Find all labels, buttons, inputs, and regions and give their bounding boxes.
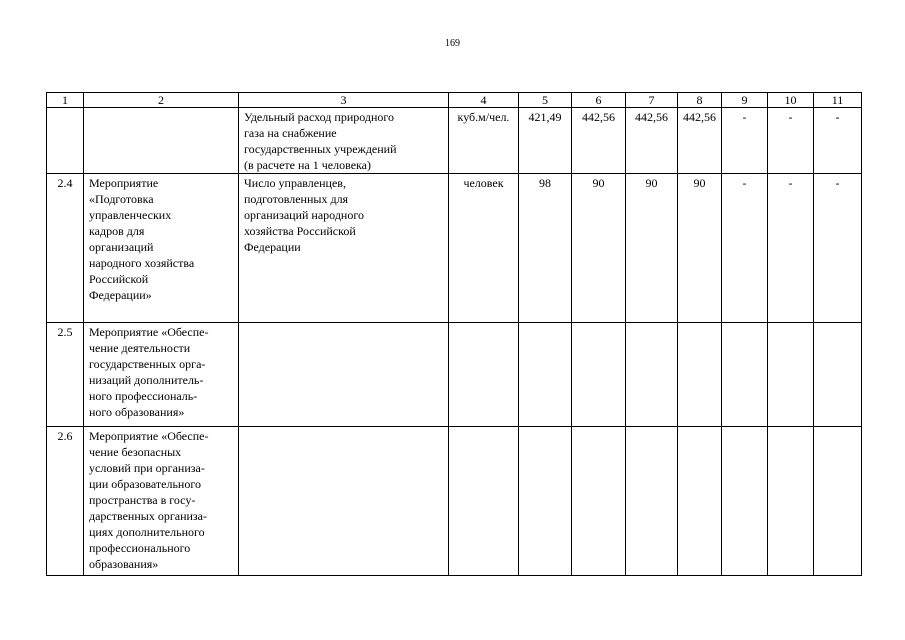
value-col11: -	[814, 108, 862, 174]
value-col5: 98	[519, 174, 572, 323]
header-cell: 8	[678, 93, 722, 108]
value-col11: -	[814, 174, 862, 323]
value-col9	[722, 427, 768, 576]
header-cell: 6	[572, 93, 626, 108]
indicator-name	[239, 323, 449, 427]
page-number: 169	[445, 38, 460, 49]
event-name: Мероприятие «Обеспе- чение безопасных условий при организа- ции образовательного пространства в госу- дарственных организа- циях дополнительного профессионального образования»	[84, 427, 239, 576]
unit-cell	[449, 323, 519, 427]
value-col10	[768, 427, 814, 576]
header-cell: 5	[519, 93, 572, 108]
row-number	[47, 108, 84, 174]
header-cell: 10	[768, 93, 814, 108]
unit-cell	[449, 427, 519, 576]
value-col7	[626, 427, 678, 576]
event-name: Мероприятие «Обеспе- чение деятельности государственных орга- низаций дополнитель- ного профессиональ- ного образования»	[84, 323, 239, 427]
header-cell: 9	[722, 93, 768, 108]
value-col8: 442,56	[678, 108, 722, 174]
event-name	[84, 108, 239, 174]
value-col5	[519, 323, 572, 427]
value-col9: -	[722, 108, 768, 174]
value-col6: 442,56	[572, 108, 626, 174]
event-name: Мероприятие «Подготовка управленческих кадров для организаций народного хозяйства Российской Федерации»	[84, 174, 239, 323]
value-col6	[572, 427, 626, 576]
header-cell: 3	[239, 93, 449, 108]
indicator-name: Удельный расход природного газа на снабжение государственных учреждений (в расчете на 1 человека)	[239, 108, 449, 174]
table-row	[47, 174, 862, 323]
header-cell: 4	[449, 93, 519, 108]
value-col7: 442,56	[626, 108, 678, 174]
value-col9	[722, 323, 768, 427]
row-number: 2.5	[47, 323, 84, 427]
row-number: 2.4	[47, 174, 84, 323]
value-col11	[814, 427, 862, 576]
value-col9: -	[722, 174, 768, 323]
unit-cell: куб.м/чел.	[449, 108, 519, 174]
value-col7	[626, 323, 678, 427]
indicator-name	[239, 427, 449, 576]
value-col6: 90	[572, 174, 626, 323]
value-col7: 90	[626, 174, 678, 323]
header-cell: 7	[626, 93, 678, 108]
value-col11	[814, 323, 862, 427]
row-number: 2.6	[47, 427, 84, 576]
table-row	[47, 323, 862, 427]
value-col8	[678, 323, 722, 427]
unit-cell: человек	[449, 174, 519, 323]
header-cell: 1	[47, 93, 84, 108]
value-col10	[768, 323, 814, 427]
header-cell: 2	[84, 93, 239, 108]
table-row	[47, 427, 862, 576]
table-row	[47, 108, 862, 174]
value-col5	[519, 427, 572, 576]
indicator-name: Число управленцев, подготовленных для организаций народного хозяйства Российской Федерации	[239, 174, 449, 323]
value-col6	[572, 323, 626, 427]
value-col8: 90	[678, 174, 722, 323]
value-col10: -	[768, 174, 814, 323]
value-col8	[678, 427, 722, 576]
indicators-table	[46, 92, 862, 576]
value-col10: -	[768, 108, 814, 174]
table-header-row	[47, 93, 862, 108]
header-cell: 11	[814, 93, 862, 108]
value-col5: 421,49	[519, 108, 572, 174]
